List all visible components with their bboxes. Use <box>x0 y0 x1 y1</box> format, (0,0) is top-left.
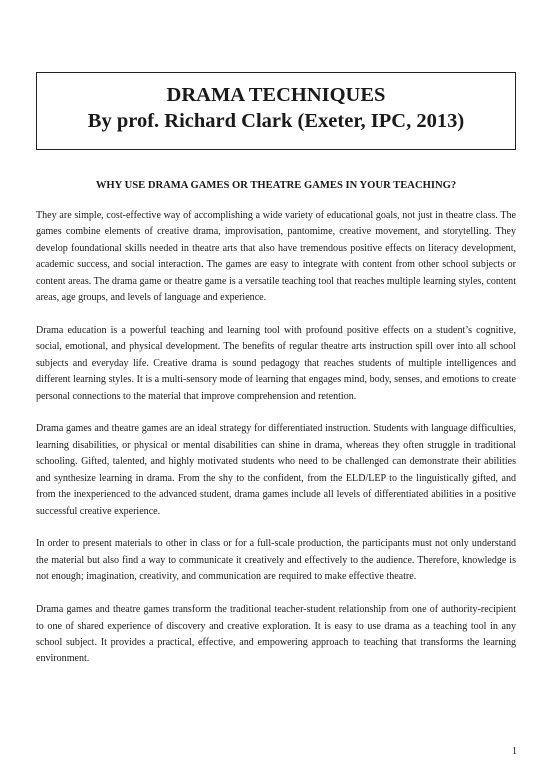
document-title: DRAMA TECHNIQUES <box>166 84 386 106</box>
document-subtitle: By prof. Richard Clark (Exeter, IPC, 2013) <box>87 110 465 132</box>
paragraph: Drama games and theatre games are an ideal strategy for differentiated instruction. Students with language difficulties, learning disabilities, or physical or mental disabilities can shine in drama, whereas they often struggle in traditional schooling. Gifted, talented, and highly motivated students who need to be challenged can demonstrate their abilities and synthesize learning in drama. From the shy to the confident, from the ELD/LEP to the linguistically gifted, and from the inexperienced to the advanced student, drama games include all levels of differentiated abilities in a positive successful creative experience. <box>36 423 516 517</box>
paragraph: Drama education is a powerful teaching and learning tool with profound positive effects on a student’s cognitive, social, emotional, and physical development. The benefits of regular theatre arts instruction spill over into all school subjects and everyday life. Creative drama is sound pedagogy that reaches students of multiple intelligences and different learning styles. It is a multi-sensory mode of learning that engages mind, body, senses, and emotions to create personal connections to the material that improve comprehension and retention. <box>36 324 516 402</box>
page-number: 1 <box>512 746 517 757</box>
paragraph: In order to present materials to other in class or for a full-scale production, the participants must not only understand the material but also find a way to communicate it creatively and effectively to the audience. Therefore, knowledge is not enough; imagination, creativity, and communication are required to make effective theatre. <box>36 538 516 583</box>
section-heading: WHY USE DRAMA GAMES OR THEATRE GAMES IN YOUR TEACHING? <box>95 180 457 191</box>
paragraph: They are simple, cost-effective way of accomplishing a wide variety of educational goals, not just in theatre class. The games combine elements of creative drama, improvisation, pantomime, creative movement, and storytelling. They develop foundational skills needed in theatre arts that also have tremendous positive effects on literacy development, academic success, and social interaction. The games are easy to integrate with content from other school subjects or content areas. The drama game or theatre game is a versatile teaching tool that reaches multiple learning styles, content areas, age groups, and levels of language and experience. <box>36 210 516 304</box>
title-box <box>36 72 516 150</box>
paragraph: Drama games and theatre games transform the traditional teacher-student relationship from one of authority-recipient to one of shared experience of discovery and creative exploration. It is easy to use drama as a teaching tool in any school subject. It provides a practical, effective, and empowering approach to teaching that transforms the learning environment. <box>36 604 516 665</box>
body-text <box>36 208 516 684</box>
